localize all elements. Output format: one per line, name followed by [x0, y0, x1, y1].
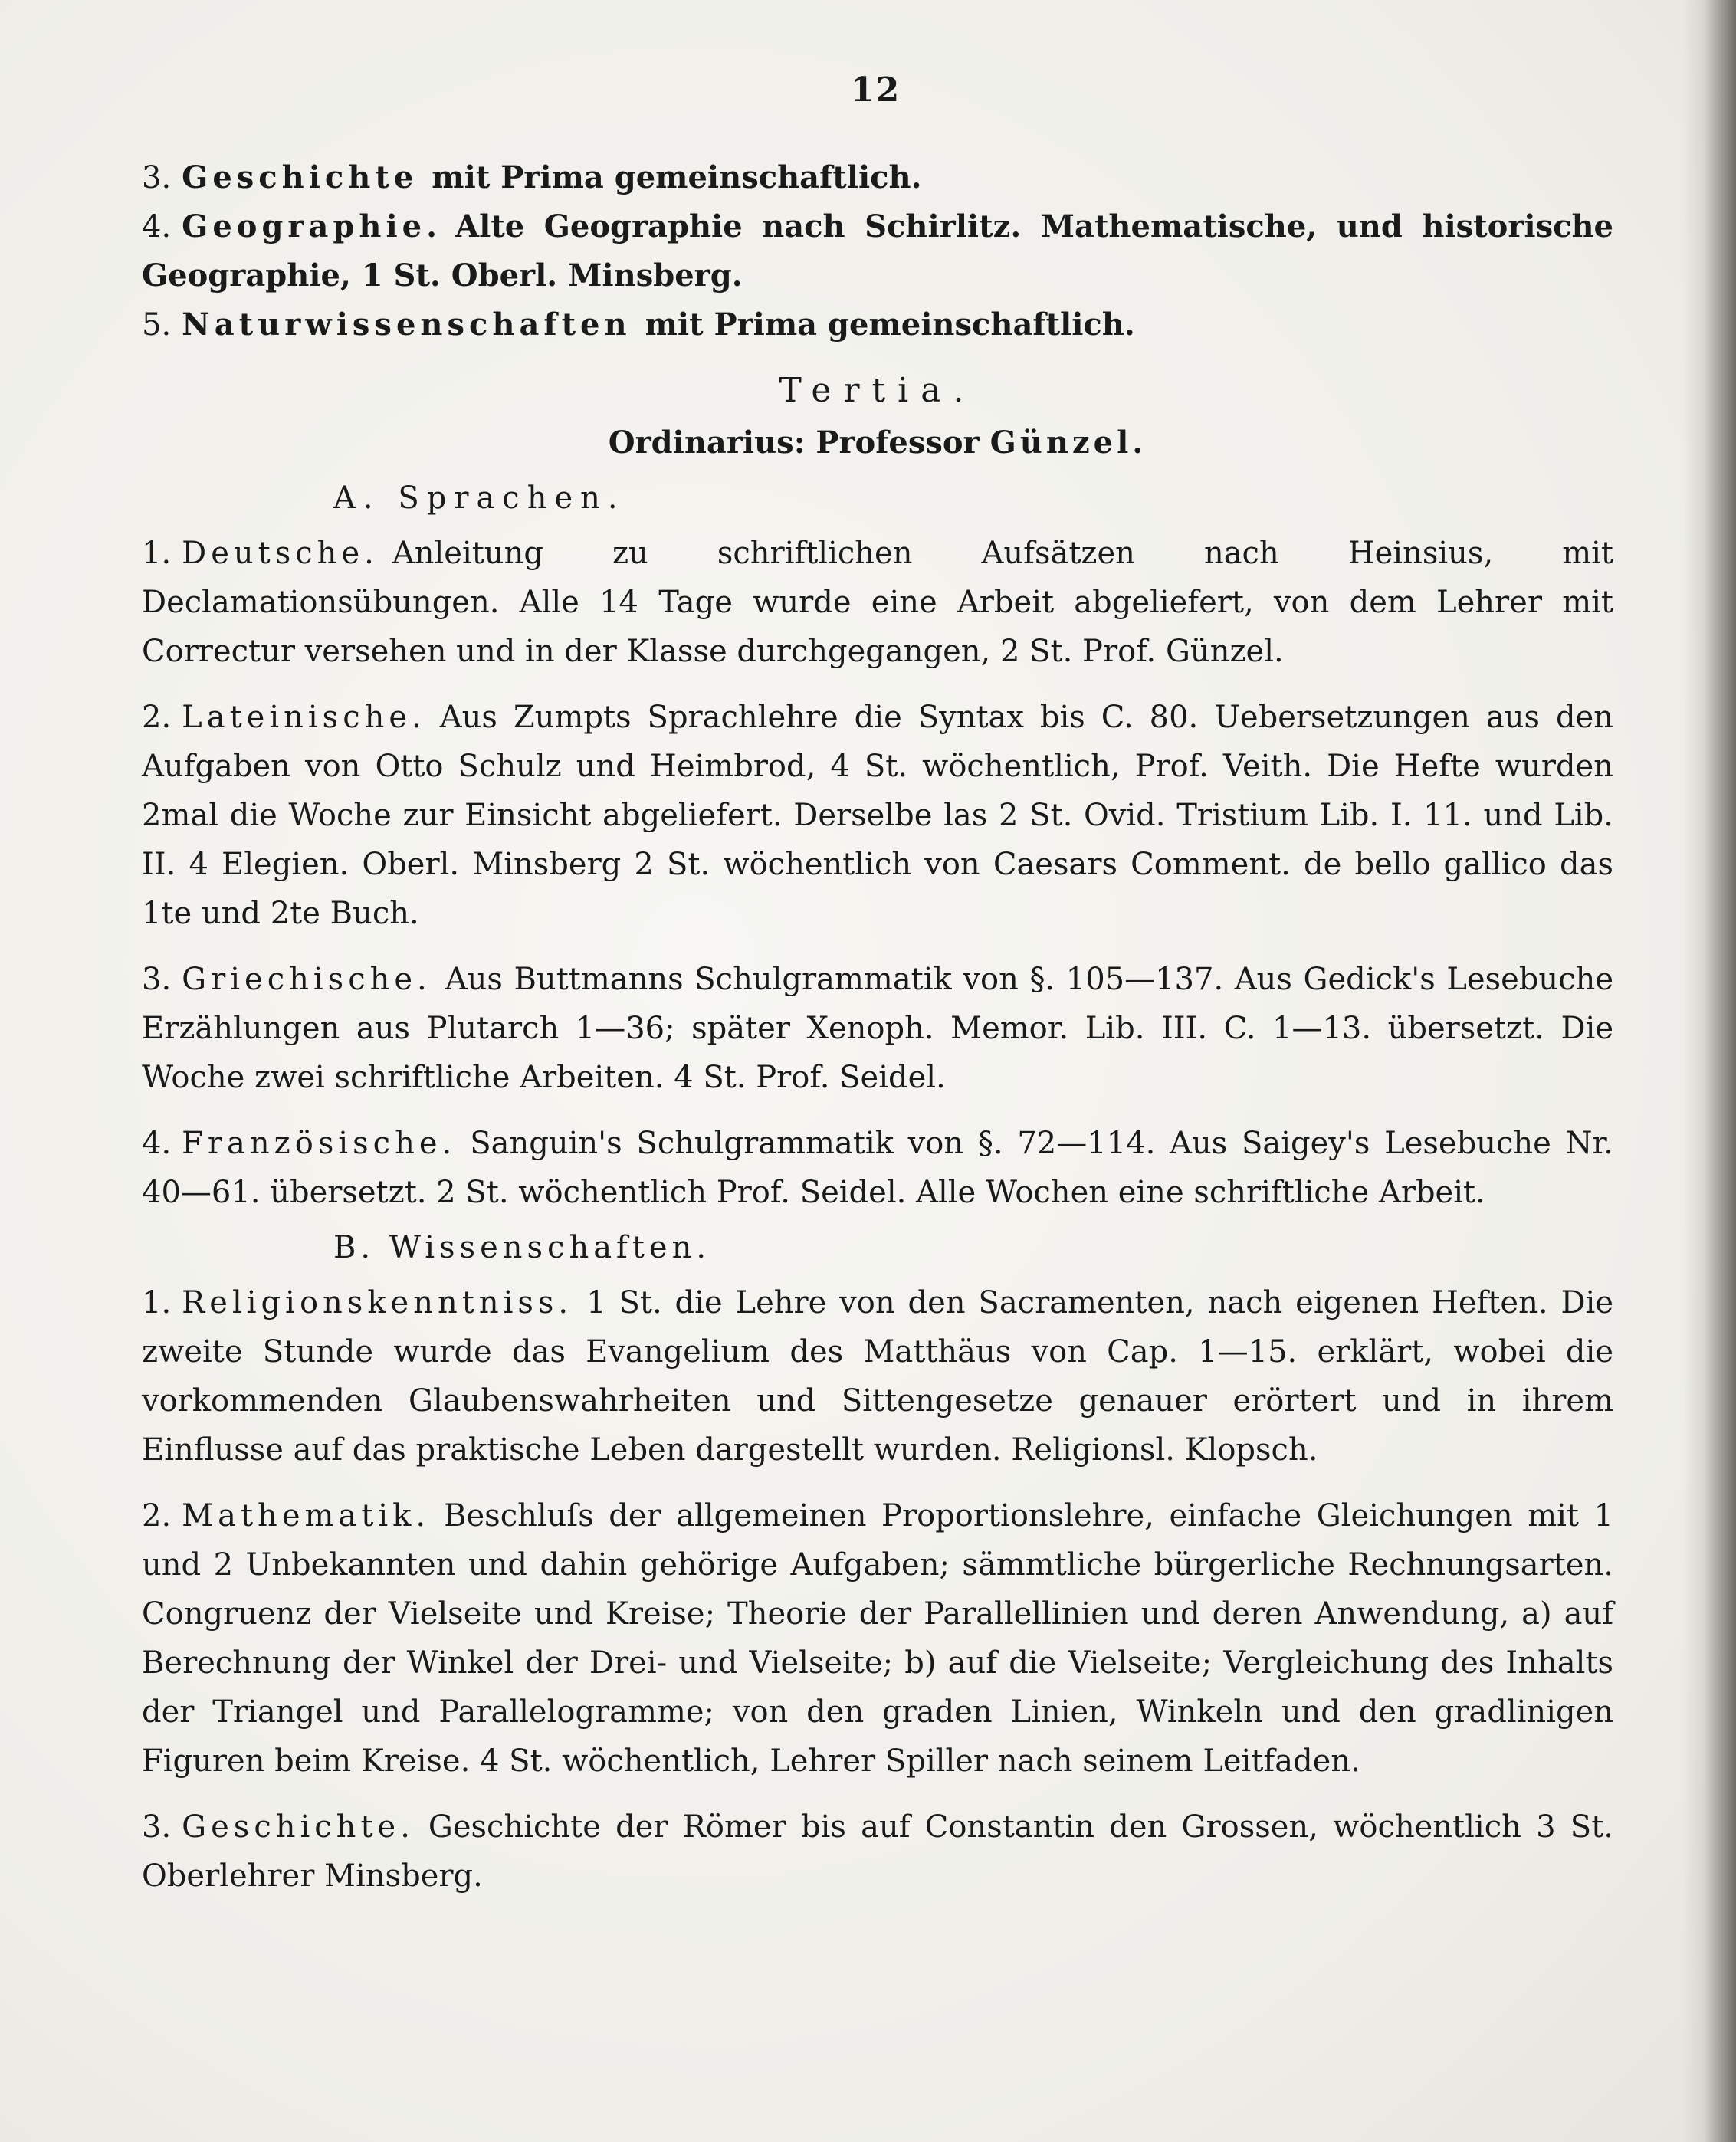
top-item-geschichte [142, 153, 1613, 202]
item-text: mit Prima gemeinschaftlich. [432, 159, 922, 195]
item-number: 3. [142, 1809, 172, 1845]
item-subject: Geschichte [182, 159, 418, 195]
item-subject: Griechische. [182, 962, 432, 997]
item-text: mit Prima gemeinschaftlich. [645, 307, 1135, 343]
item-number: 2. [142, 1498, 172, 1534]
item-text: Aus Buttmanns Schulgrammatik von §. 105—137. Aus Gedick's Lesebuche Erzählungen aus Plutarch 1—36; später Xenoph. Memor. Lib. III. C. 1—13. übersetzt. Die Woche zwei schriftliche Arbeiten. 4 St. Prof. Seidel. [142, 962, 1613, 1095]
sprachen-item-deutsche [142, 529, 1613, 676]
page-content [142, 153, 1613, 1901]
item-text: Sanguin's Schulgrammatik von §. 72—114. Aus Saigey's Lesebuche Nr. 40—61. übersetzt. 2 St. wöchentlich Prof. Seidel. Alle Wochen eine schriftliche Arbeit. [142, 1126, 1613, 1210]
sprachen-item-griechische [142, 955, 1613, 1102]
item-number: 2. [142, 700, 172, 735]
ordinarius-line [142, 418, 1613, 467]
item-number: 1. [142, 536, 172, 571]
top-item-geographie [142, 202, 1613, 300]
item-subject: Religionskenntniss. [182, 1285, 573, 1320]
item-text: Geschichte der Römer bis auf Constantin den Grossen, wöchentlich 3 St. Oberlehrer Minsberg. [142, 1809, 1613, 1894]
item-subject: Lateinische. [182, 700, 426, 735]
item-text: 1 St. die Lehre von den Sacramenten, nach eigenen Heften. Die zweite Stunde wurde das Evangelium des Matthäus von Cap. 1—15. erklärt, wobei die vorkommenden Glaubenswahrheiten und Sittengesetze genauer erörtert und in ihrem Einflusse auf das praktische Leben dargestellt wurden. Religionsl. Klopsch. [142, 1285, 1613, 1468]
top-item-naturwissenschaften [142, 300, 1613, 349]
sprachen-item-lateinische [142, 693, 1613, 938]
wissenschaften-item-religion [142, 1278, 1613, 1474]
item-text: Aus Zumpts Sprachlehre die Syntax bis C. 80. Uebersetzungen aus den Aufgaben von Otto Schulz und Heimbrod, 4 St. wöchentlich, Prof. Veith. Die Hefte wurden 2mal die Woche zur Einsicht abgeliefert. Derselbe las 2 St. Ovid. Tristium Lib. I. 11. und Lib. II. 4 Elegien. Oberl. Minsberg 2 St. wöchentlich von Caesars Comment. de bello gallico das 1te und 2te Buch. [142, 700, 1613, 931]
item-text: Beschluſs der allgemeinen Proportionslehre, einfache Gleichungen mit 1 und 2 Unbekannten und dahin gehörige Aufgaben; sämmtliche bürgerliche Rechnungsarten. Congruenz der Vielseite und Kreise; Theorie der Parallellinien und deren Anwendung, a) auf Berechnung der Winkel der Drei- und Vielseite; b) auf die Vielseite; Vergleichung des Inhalts der Triangel und Parallelogramme; von den graden Linien, Winkeln und den gradlinigen Figuren beim Kreise. 4 St. wöchentlich, Lehrer Spiller nach seinem Leitfaden. [142, 1498, 1613, 1779]
item-number: 1. [142, 1285, 172, 1320]
item-number: 3. [142, 160, 172, 195]
item-text: Alte Geographie nach Schirlitz. Mathematische, und historische Geographie, 1 St. Oberl. Minsberg. [142, 208, 1613, 294]
wissenschaften-item-mathematik [142, 1491, 1613, 1786]
page-number: 12 [851, 71, 901, 110]
item-number: 4. [142, 1126, 172, 1161]
ordinarius-name: Günzel. [989, 425, 1147, 461]
item-subject: Französische. [182, 1126, 457, 1161]
class-title: Tertia. [779, 371, 976, 410]
item-subject: Deutsche. [182, 536, 379, 571]
wissenschaften-item-geschichte [142, 1802, 1613, 1901]
item-subject: Naturwissenschaften [182, 307, 632, 343]
ordinarius-label: Ordinarius: Professor [608, 425, 980, 461]
item-number: 4. [142, 209, 172, 244]
section-heading-sprachen: A. Sprachen. [333, 481, 625, 516]
item-subject: Geschichte. [182, 1809, 415, 1845]
item-subject: Geographie. [182, 208, 442, 244]
item-text: Anleitung zu schriftlichen Aufsätzen nach Heinsius, mit Declamationsübungen. Alle 14 Tage wurde eine Arbeit abgeliefert, von dem Lehrer mit Correctur versehen und in der Klasse durchgegangen, 2 St. Prof. Günzel. [142, 536, 1613, 669]
item-number: 3. [142, 962, 172, 997]
page-binding-edge [1682, 0, 1736, 2142]
item-number: 5. [142, 307, 172, 343]
item-subject: Mathematik. [182, 1498, 431, 1534]
section-heading-wissenschaften: B. Wissenschaften. [333, 1230, 711, 1265]
sprachen-item-franzoesische [142, 1119, 1613, 1217]
